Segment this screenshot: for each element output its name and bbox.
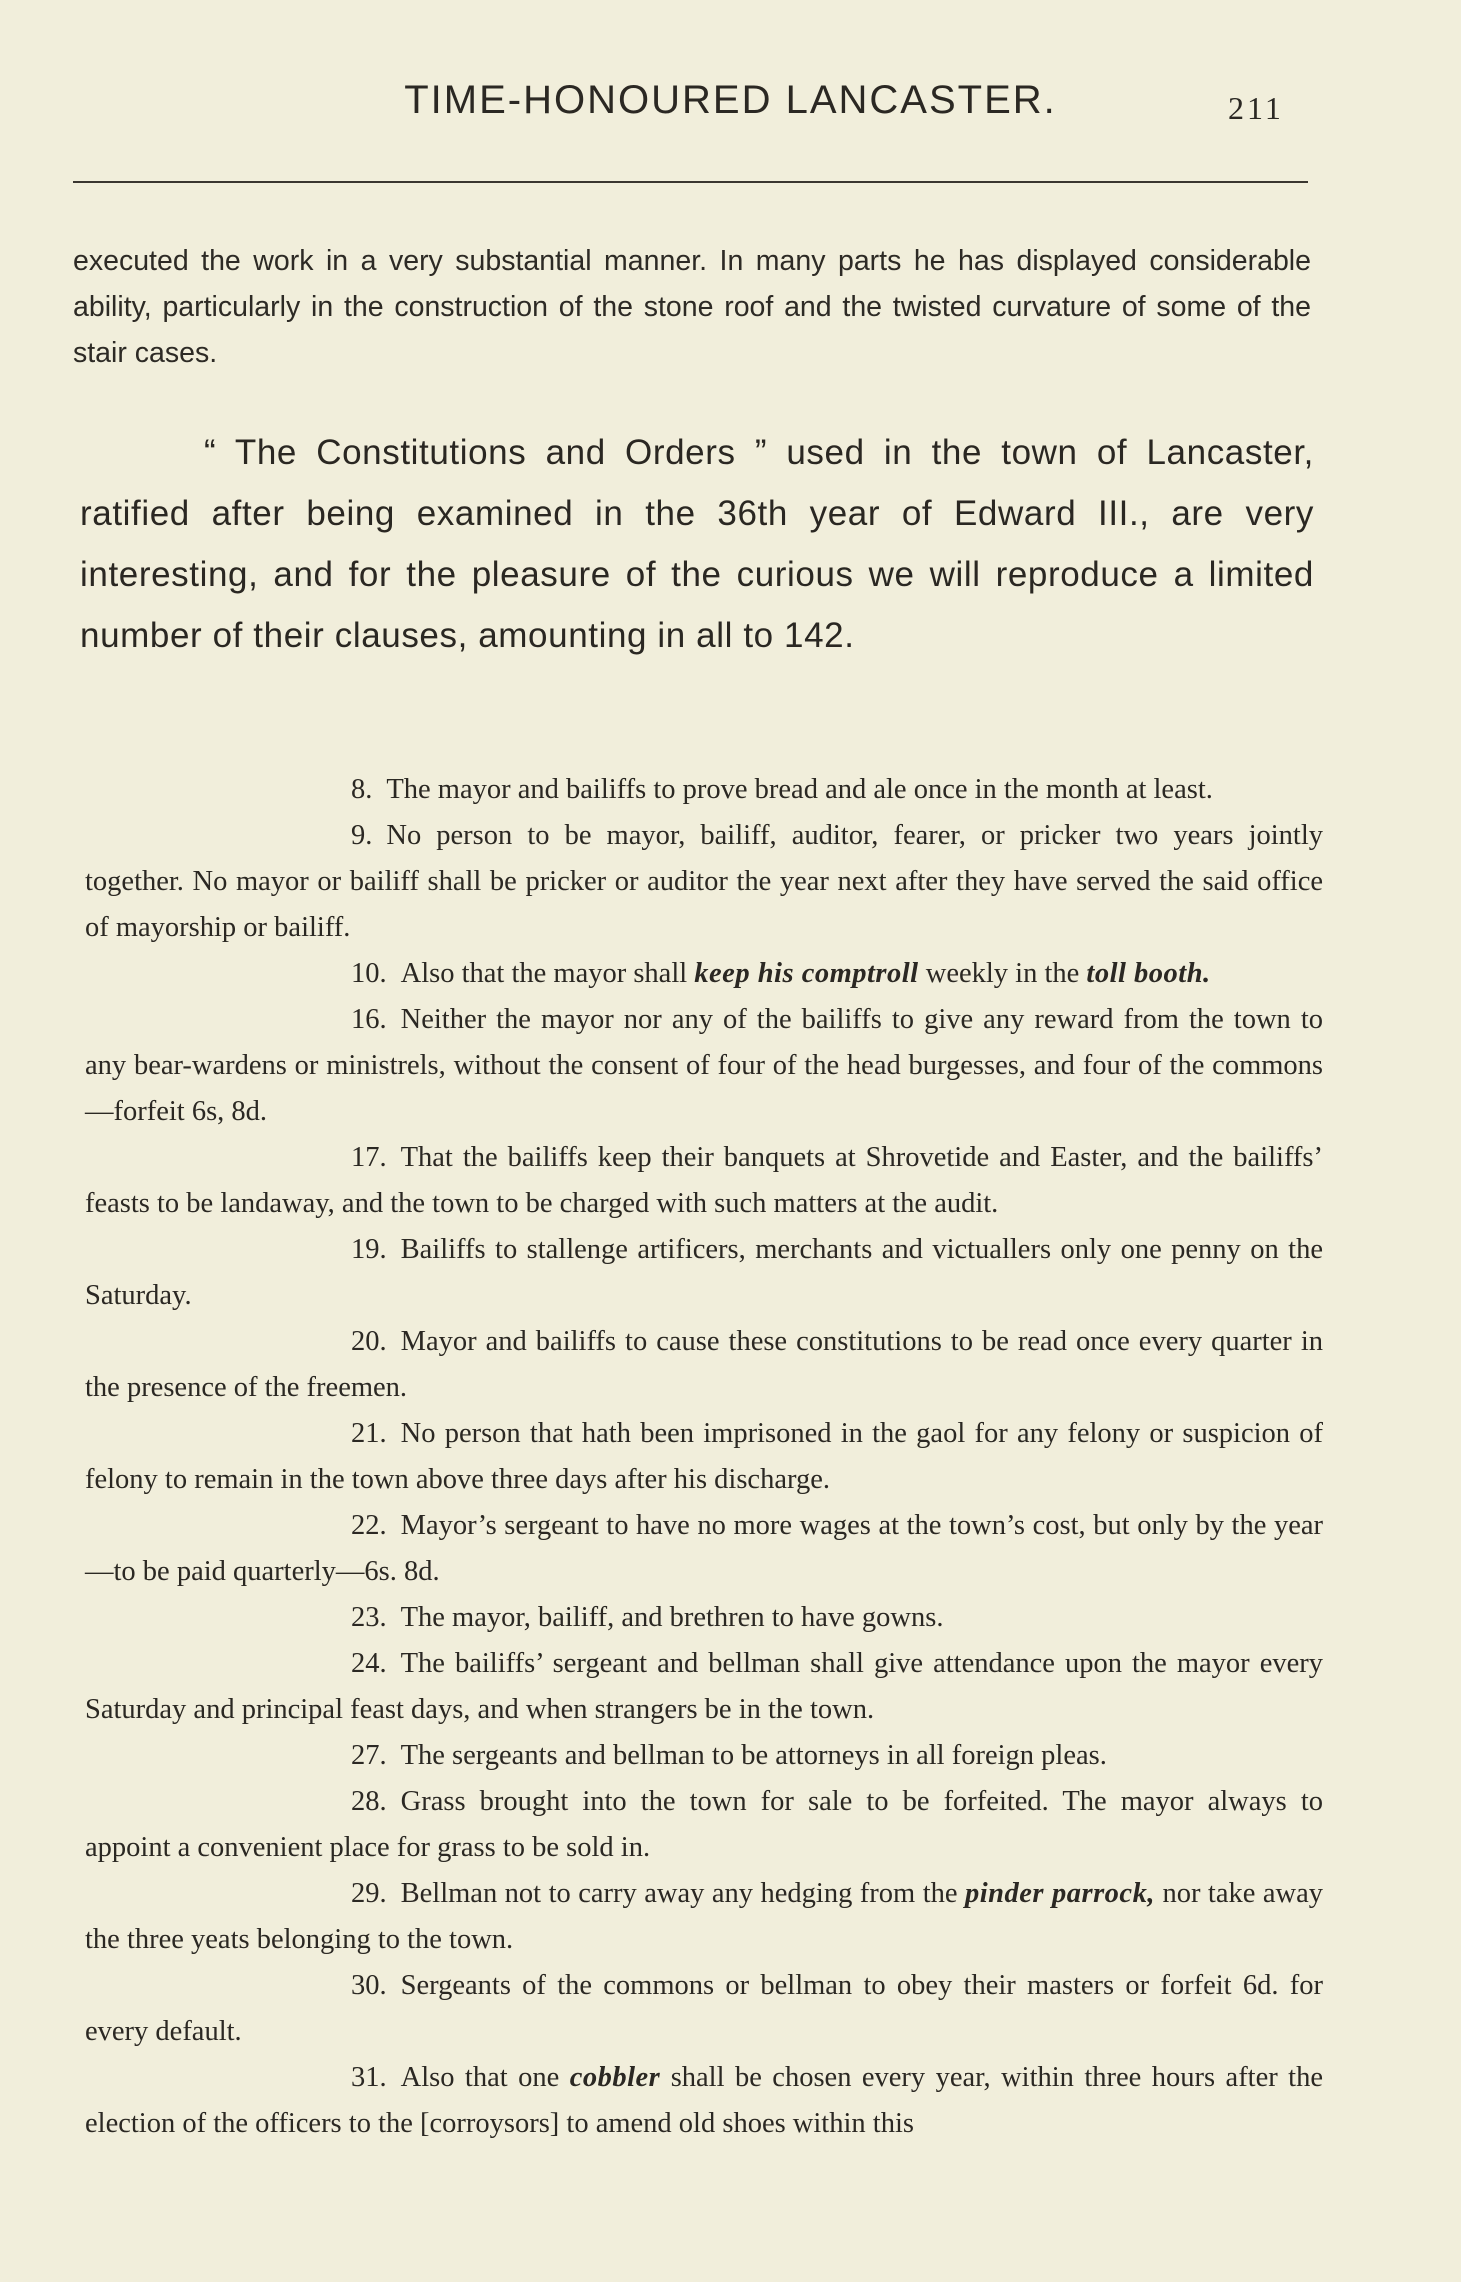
clause-text: Also that the mayor shall [400, 958, 695, 989]
clause-text: Neither the mayor nor any of the bailiffs to give any reward from the town to any bear-wardens or ministrels, without the consent of four of the head burgesses, and four of the commons—forfeit 6s, 8d. [85, 1004, 1323, 1127]
lead-paragraph [80, 422, 1314, 666]
clause-item [85, 813, 1323, 951]
clause-number: 21. [351, 1418, 387, 1449]
clause-number: 17. [351, 1142, 387, 1173]
clause-item [85, 1411, 1323, 1503]
clause-number: 30. [351, 1970, 387, 2001]
clause-italic-text: toll booth. [1086, 958, 1211, 989]
clause-item [85, 1227, 1323, 1319]
clause-number: 28. [351, 1786, 387, 1817]
clause-text: The bailiffs’ sergeant and bellman shall give attendance upon the mayor every Saturday and principal feast days, and when strangers be in the town. [85, 1648, 1323, 1725]
clause-text: shall be chosen every year, within three hours after the election of the officers to the [corroysors] to amend old shoes within this [85, 2062, 1323, 2139]
clause-item [85, 951, 1323, 997]
clause-list [85, 767, 1323, 2147]
running-head-title: TIME-HONOURED LANCASTER. [404, 78, 1057, 122]
clause-number: 19. [351, 1234, 387, 1265]
clause-text: Mayor’s sergeant to have no more wages at the town’s cost, but only by the year—to be paid quarterly—6s. 8d. [85, 1510, 1323, 1587]
clause-item [85, 767, 1323, 813]
clause-item [85, 1319, 1323, 1411]
clause-item [85, 997, 1323, 1135]
clause-italic-text: keep his comptroll [694, 958, 919, 989]
clause-number: 20. [351, 1326, 387, 1357]
clause-number: 27. [351, 1740, 387, 1771]
clause-number: 22. [351, 1510, 387, 1541]
clause-text: The mayor, bailiff, and brethren to have gowns. [400, 1602, 944, 1633]
clause-text: That the bailiffs keep their banquets at Shrovetide and Easter, and the bailiffs’ feasts to be landaway, and the town to be charged with such matters at the audit. [85, 1142, 1323, 1219]
clause-item [85, 1641, 1323, 1733]
clause-number: 8. [351, 774, 373, 805]
clause-text: The mayor and bailiffs to prove bread and ale once in the month at least. [386, 774, 1213, 805]
clause-text: nor take away the three yeats belonging to the town. [85, 1878, 1323, 1955]
clause-item [85, 1595, 1323, 1641]
intro-paragraph: executed the work in a very substantial manner. In many parts he has displayed considerable ability, particularly in the construction of the stone roof and the twisted curvature of some of the stair cases. [73, 245, 1311, 369]
clause-text: Also that one [400, 2062, 570, 2093]
clause-number: 10. [351, 958, 387, 989]
clause-item [85, 1135, 1323, 1227]
clause-text: Grass brought into the town for sale to be forfeited. The mayor always to appoint a convenient place for grass to be sold in. [85, 1786, 1323, 1863]
clause-text: Mayor and bailiffs to cause these constitutions to be read once every quarter in the presence of the freemen. [85, 1326, 1323, 1403]
clause-item [85, 1963, 1323, 2055]
lead-paragraph-text: “ The Constitutions and Orders ” used in the town of Lancaster, ratified after being examined in the 36th year of Edward III., are very interesting, and for the pleasure of the curious we will reproduce a limited number of their clauses, amounting in all to 142. [80, 433, 1314, 655]
clause-item [85, 1733, 1323, 1779]
clause-italic-text: pinder parrock, [965, 1878, 1155, 1909]
clause-text: Bellman not to carry away any hedging from the [400, 1878, 965, 1909]
clause-item [85, 1871, 1323, 1963]
clause-text: Sergeants of the commons or bellman to obey their masters or forfeit 6d. for every default. [85, 1970, 1323, 2047]
clause-number: 29. [351, 1878, 387, 1909]
clause-number: 31. [351, 2062, 387, 2093]
clause-item [85, 1779, 1323, 1871]
clause-number: 23. [351, 1602, 387, 1633]
clause-text: Bailiffs to stallenge artificers, merchants and victuallers only one penny on the Saturday. [85, 1234, 1323, 1311]
header-rule [73, 181, 1308, 183]
clause-item [85, 1503, 1323, 1595]
clause-italic-text: cobbler [569, 2062, 661, 2093]
clause-text: No person to be mayor, bailiff, auditor, fearer, or pricker two years jointly together. No mayor or bailiff shall be pricker or auditor the year next after they have served the said office of mayorship or bailiff. [85, 820, 1323, 943]
clause-number: 24. [351, 1648, 387, 1679]
clause-number: 9. [351, 820, 373, 851]
page-number: 211 [1228, 90, 1284, 126]
clause-number: 16. [351, 1004, 387, 1035]
clause-text: No person that hath been imprisoned in the gaol for any felony or suspicion of felony to remain in the town above three days after his discharge. [85, 1418, 1323, 1495]
clause-text: The sergeants and bellman to be attorneys in all foreign pleas. [400, 1740, 1107, 1771]
clause-item [85, 2055, 1323, 2147]
clause-text: weekly in the [918, 958, 1087, 989]
